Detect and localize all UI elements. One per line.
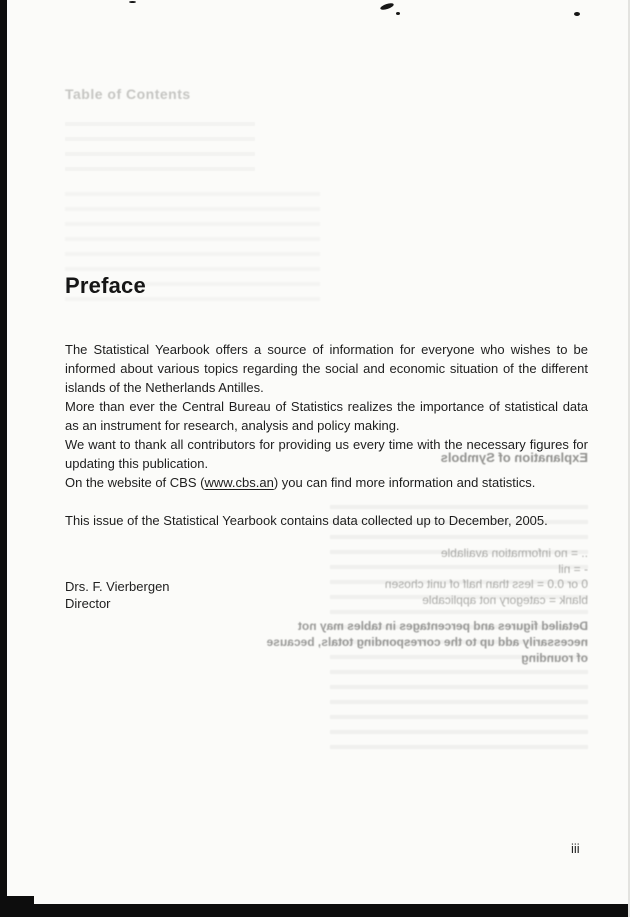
bleedthrough-symbols-line: - = nil (558, 561, 588, 576)
page-title: Preface (65, 272, 146, 298)
signature-block (65, 578, 170, 612)
preface-body (65, 340, 588, 530)
scan-edge-bottom (0, 904, 630, 917)
scan-edge-left (0, 0, 7, 917)
paragraph (65, 473, 588, 492)
signature-name: Drs. F. Vierbergen (65, 579, 170, 594)
paragraph: More than ever the Central Bureau of Statistics realizes the importance of statistical data as an instrument for research, analysis and policy making. (65, 399, 588, 433)
bleedthrough-symbols-line: blank = category not applicable (422, 592, 588, 607)
scan-speck (129, 1, 136, 3)
bleedthrough-rows (330, 505, 588, 750)
paragraph-text: ) you can find more information and statistics. (273, 475, 536, 490)
bleedthrough-toc-title: Table of Contents (65, 86, 191, 102)
scan-speck (380, 2, 395, 11)
scan-speck (396, 12, 400, 15)
bleedthrough-rows (65, 122, 255, 177)
paragraph: We want to thank all contributors for providing us every time with the necessary figures for updating this publication. (65, 437, 588, 471)
bleedthrough-symbols-line: .. = no information available (440, 546, 588, 560)
paragraph-text: On the website of CBS ( (65, 475, 205, 490)
bleedthrough-note (267, 618, 588, 666)
scan-speck (574, 12, 580, 16)
bleedthrough-symbols-title: Explanation of Symbols (440, 450, 588, 465)
cbs-website-link: www.cbs.an (204, 475, 274, 490)
bleedthrough-symbols-list (385, 546, 588, 608)
page-number: iii (571, 841, 580, 856)
signature-title: Director (65, 596, 111, 611)
paragraph: The Statistical Yearbook offers a source of information for everyone who wishes to be informed about various topics regarding the social and economic situation of the different islands of the Netherlands Antilles. (65, 342, 588, 395)
bleedthrough-note-line: Detailed figures and percentages in tables may not (297, 619, 588, 633)
paragraph: This issue of the Statistical Yearbook contains data collected up to December, 2005. (65, 513, 548, 528)
bleedthrough-note-line: of rounding (521, 651, 588, 665)
bleedthrough-note-line: necessarily add up to the corresponding totals, because (266, 635, 588, 649)
bleedthrough-symbols-line: 0 or 0.0 = less than half of unit chosen (384, 577, 588, 591)
